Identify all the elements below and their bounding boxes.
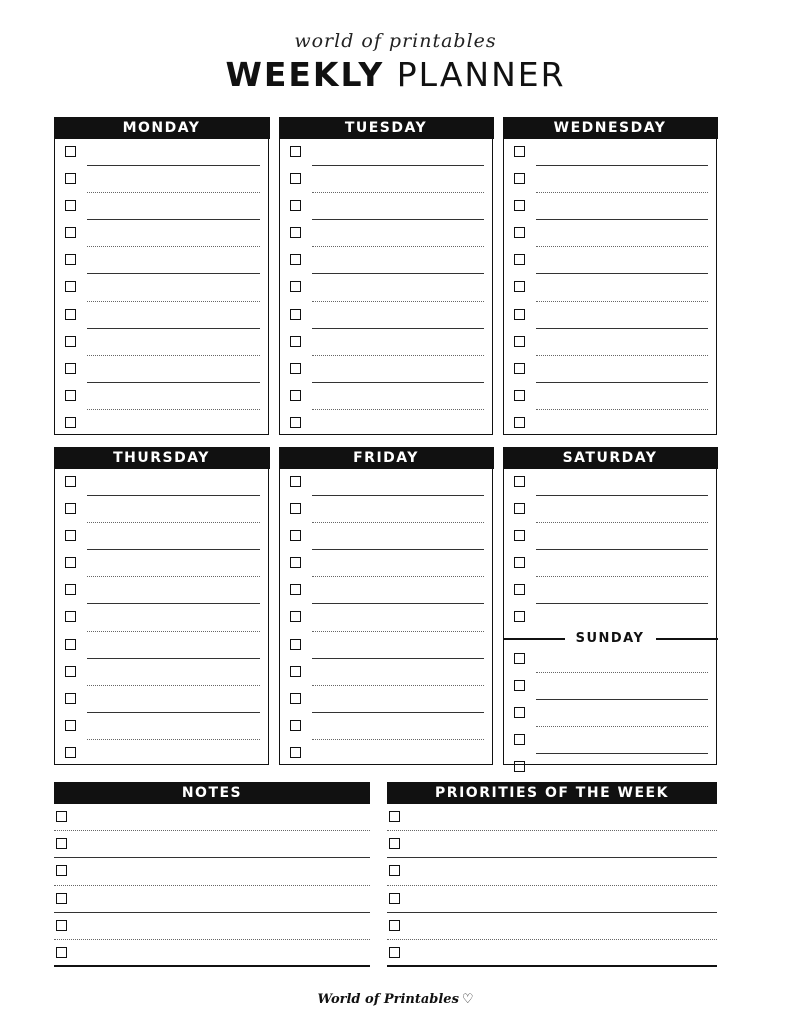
task-row (514, 523, 708, 550)
task-list-sunday (504, 646, 716, 782)
task-row (514, 193, 708, 220)
day-header-tuesday: TUESDAY (279, 117, 494, 139)
checkbox[interactable] (514, 653, 525, 664)
checkbox[interactable] (514, 476, 525, 487)
task-list (55, 469, 268, 768)
task-row (290, 496, 484, 523)
checkbox[interactable] (290, 557, 301, 568)
day-panel-friday (279, 447, 493, 765)
checkbox[interactable] (290, 666, 301, 677)
checkbox[interactable] (514, 281, 525, 292)
checkbox[interactable] (514, 503, 525, 514)
checkbox[interactable] (290, 390, 301, 401)
task-row (290, 410, 484, 437)
task-row (514, 220, 708, 247)
checkbox[interactable] (65, 173, 76, 184)
checkbox[interactable] (290, 639, 301, 650)
footer-text: World of Printables (317, 992, 459, 1007)
task-row (514, 356, 708, 383)
checkbox[interactable] (514, 557, 525, 568)
checkbox[interactable] (65, 146, 76, 157)
task-list (280, 469, 492, 768)
checkbox[interactable] (290, 611, 301, 622)
checkbox[interactable] (65, 390, 76, 401)
checkbox[interactable] (389, 947, 400, 958)
task-row (65, 577, 260, 604)
checkbox[interactable] (514, 611, 525, 622)
checkbox[interactable] (514, 530, 525, 541)
checkbox[interactable] (65, 747, 76, 758)
task-list (55, 139, 268, 438)
priorities-list (387, 804, 717, 967)
day-panel-monday (54, 117, 269, 435)
day-header-monday: MONDAY (54, 117, 270, 139)
checkbox[interactable] (514, 734, 525, 745)
checkbox[interactable] (290, 584, 301, 595)
task-row (387, 940, 717, 967)
task-row (65, 166, 260, 193)
checkbox[interactable] (65, 363, 76, 374)
task-row (514, 604, 708, 631)
task-row (65, 523, 260, 550)
checkbox[interactable] (290, 173, 301, 184)
notes-list (54, 804, 370, 967)
task-row (514, 469, 708, 496)
task-row (290, 356, 484, 383)
checkbox[interactable] (514, 363, 525, 374)
task-row (65, 632, 260, 659)
checkbox[interactable] (290, 747, 301, 758)
checkbox[interactable] (290, 720, 301, 731)
task-row (65, 193, 260, 220)
checkbox[interactable] (65, 476, 76, 487)
task-row (290, 550, 484, 577)
checkbox[interactable] (65, 336, 76, 347)
task-row (65, 686, 260, 713)
task-row (65, 139, 260, 166)
checkbox[interactable] (514, 680, 525, 691)
task-row (387, 886, 717, 913)
task-row (290, 302, 484, 329)
checkbox[interactable] (56, 811, 67, 822)
task-row (290, 329, 484, 356)
checkbox[interactable] (65, 309, 76, 320)
task-row (290, 523, 484, 550)
priorities-panel (387, 782, 717, 967)
day-header-wednesday: WEDNESDAY (503, 117, 718, 139)
task-row (65, 356, 260, 383)
brand-script: world of printables (294, 30, 497, 52)
task-list (280, 139, 492, 438)
notes-panel (54, 782, 370, 967)
task-row (65, 220, 260, 247)
task-row (65, 740, 260, 767)
checkbox[interactable] (65, 639, 76, 650)
title-bold: WEEKLY (225, 55, 385, 94)
checkbox[interactable] (65, 584, 76, 595)
divider-line-right (656, 638, 718, 640)
checkbox[interactable] (514, 227, 525, 238)
checkbox[interactable] (290, 476, 301, 487)
checkbox[interactable] (290, 146, 301, 157)
task-row (514, 673, 708, 700)
task-row (65, 274, 260, 301)
task-row (514, 410, 708, 437)
sunday-label: SUNDAY (575, 630, 645, 646)
page-title (0, 55, 791, 95)
sunday-divider (503, 632, 718, 646)
task-row (290, 713, 484, 740)
checkbox[interactable] (389, 920, 400, 931)
task-row (387, 913, 717, 940)
day-header-saturday: SATURDAY (503, 447, 718, 469)
footer-brand (0, 992, 791, 1007)
task-row (290, 247, 484, 274)
task-row (290, 139, 484, 166)
notes-header: NOTES (54, 782, 370, 804)
writing-line[interactable] (387, 965, 717, 967)
checkbox[interactable] (514, 336, 525, 347)
task-row (514, 727, 708, 754)
task-row (65, 604, 260, 631)
heart-icon: ♡ (461, 992, 474, 1007)
task-row (65, 713, 260, 740)
checkbox[interactable] (56, 838, 67, 849)
checkbox[interactable] (514, 200, 525, 211)
checkbox[interactable] (56, 893, 67, 904)
checkbox[interactable] (290, 693, 301, 704)
task-row (290, 193, 484, 220)
day-panel-tuesday (279, 117, 493, 435)
task-row (514, 247, 708, 274)
task-row (514, 754, 708, 781)
checkbox[interactable] (389, 811, 400, 822)
checkbox[interactable] (65, 417, 76, 428)
day-header-friday: FRIDAY (279, 447, 494, 469)
task-row (54, 940, 370, 967)
day-panel-wednesday (503, 117, 717, 435)
checkbox[interactable] (56, 920, 67, 931)
task-row (54, 886, 370, 913)
day-panel-thursday (54, 447, 269, 765)
task-row (65, 410, 260, 437)
checkbox[interactable] (56, 947, 67, 958)
task-row (290, 166, 484, 193)
checkbox[interactable] (389, 865, 400, 876)
checkbox[interactable] (389, 893, 400, 904)
checkbox[interactable] (65, 557, 76, 568)
task-row (290, 740, 484, 767)
task-row (514, 166, 708, 193)
task-row (65, 550, 260, 577)
task-row (290, 686, 484, 713)
task-row (514, 383, 708, 410)
task-row (65, 469, 260, 496)
checkbox[interactable] (65, 200, 76, 211)
checkbox[interactable] (65, 530, 76, 541)
checkbox[interactable] (514, 707, 525, 718)
task-row (290, 274, 484, 301)
task-list (504, 139, 716, 438)
checkbox[interactable] (290, 200, 301, 211)
checkbox[interactable] (290, 336, 301, 347)
task-row (290, 632, 484, 659)
task-row (290, 383, 484, 410)
task-row (514, 577, 708, 604)
task-row (290, 604, 484, 631)
checkbox[interactable] (514, 146, 525, 157)
day-header-thursday: THURSDAY (54, 447, 270, 469)
task-row (514, 302, 708, 329)
task-row (65, 247, 260, 274)
checkbox[interactable] (65, 720, 76, 731)
task-row (65, 302, 260, 329)
task-row (54, 831, 370, 858)
task-row (387, 804, 717, 831)
checkbox[interactable] (65, 611, 76, 622)
checkbox[interactable] (65, 227, 76, 238)
task-row (65, 383, 260, 410)
task-row (290, 220, 484, 247)
task-row (514, 496, 708, 523)
checkbox[interactable] (514, 390, 525, 401)
checkbox[interactable] (514, 254, 525, 265)
task-row (514, 700, 708, 727)
title-light: PLANNER (396, 55, 566, 94)
checkbox[interactable] (65, 254, 76, 265)
task-row (290, 577, 484, 604)
task-row (54, 858, 370, 885)
task-row (514, 646, 708, 673)
writing-line[interactable] (54, 965, 370, 967)
checkbox[interactable] (290, 417, 301, 428)
checkbox[interactable] (290, 309, 301, 320)
priorities-header: PRIORITIES OF THE WEEK (387, 782, 717, 804)
task-row (65, 496, 260, 523)
task-row (54, 913, 370, 940)
checkbox[interactable] (389, 838, 400, 849)
checkbox[interactable] (514, 584, 525, 595)
task-row (290, 469, 484, 496)
checkbox[interactable] (514, 309, 525, 320)
task-row (54, 804, 370, 831)
checkbox[interactable] (65, 503, 76, 514)
day-panel-saturday (503, 447, 717, 765)
task-row (514, 274, 708, 301)
checkbox[interactable] (290, 227, 301, 238)
checkbox[interactable] (290, 254, 301, 265)
checkbox[interactable] (56, 865, 67, 876)
checkbox[interactable] (290, 281, 301, 292)
checkbox[interactable] (65, 281, 76, 292)
checkbox[interactable] (65, 666, 76, 677)
task-list-saturday (504, 469, 716, 632)
task-row (290, 659, 484, 686)
checkbox[interactable] (514, 417, 525, 428)
task-row (514, 139, 708, 166)
checkbox[interactable] (514, 173, 525, 184)
checkbox[interactable] (290, 363, 301, 374)
task-row (387, 831, 717, 858)
task-row (514, 550, 708, 577)
checkbox[interactable] (290, 503, 301, 514)
checkbox[interactable] (514, 761, 525, 772)
task-row (65, 659, 260, 686)
checkbox[interactable] (290, 530, 301, 541)
checkbox[interactable] (65, 693, 76, 704)
task-row (514, 329, 708, 356)
task-row (65, 329, 260, 356)
task-row (387, 858, 717, 885)
